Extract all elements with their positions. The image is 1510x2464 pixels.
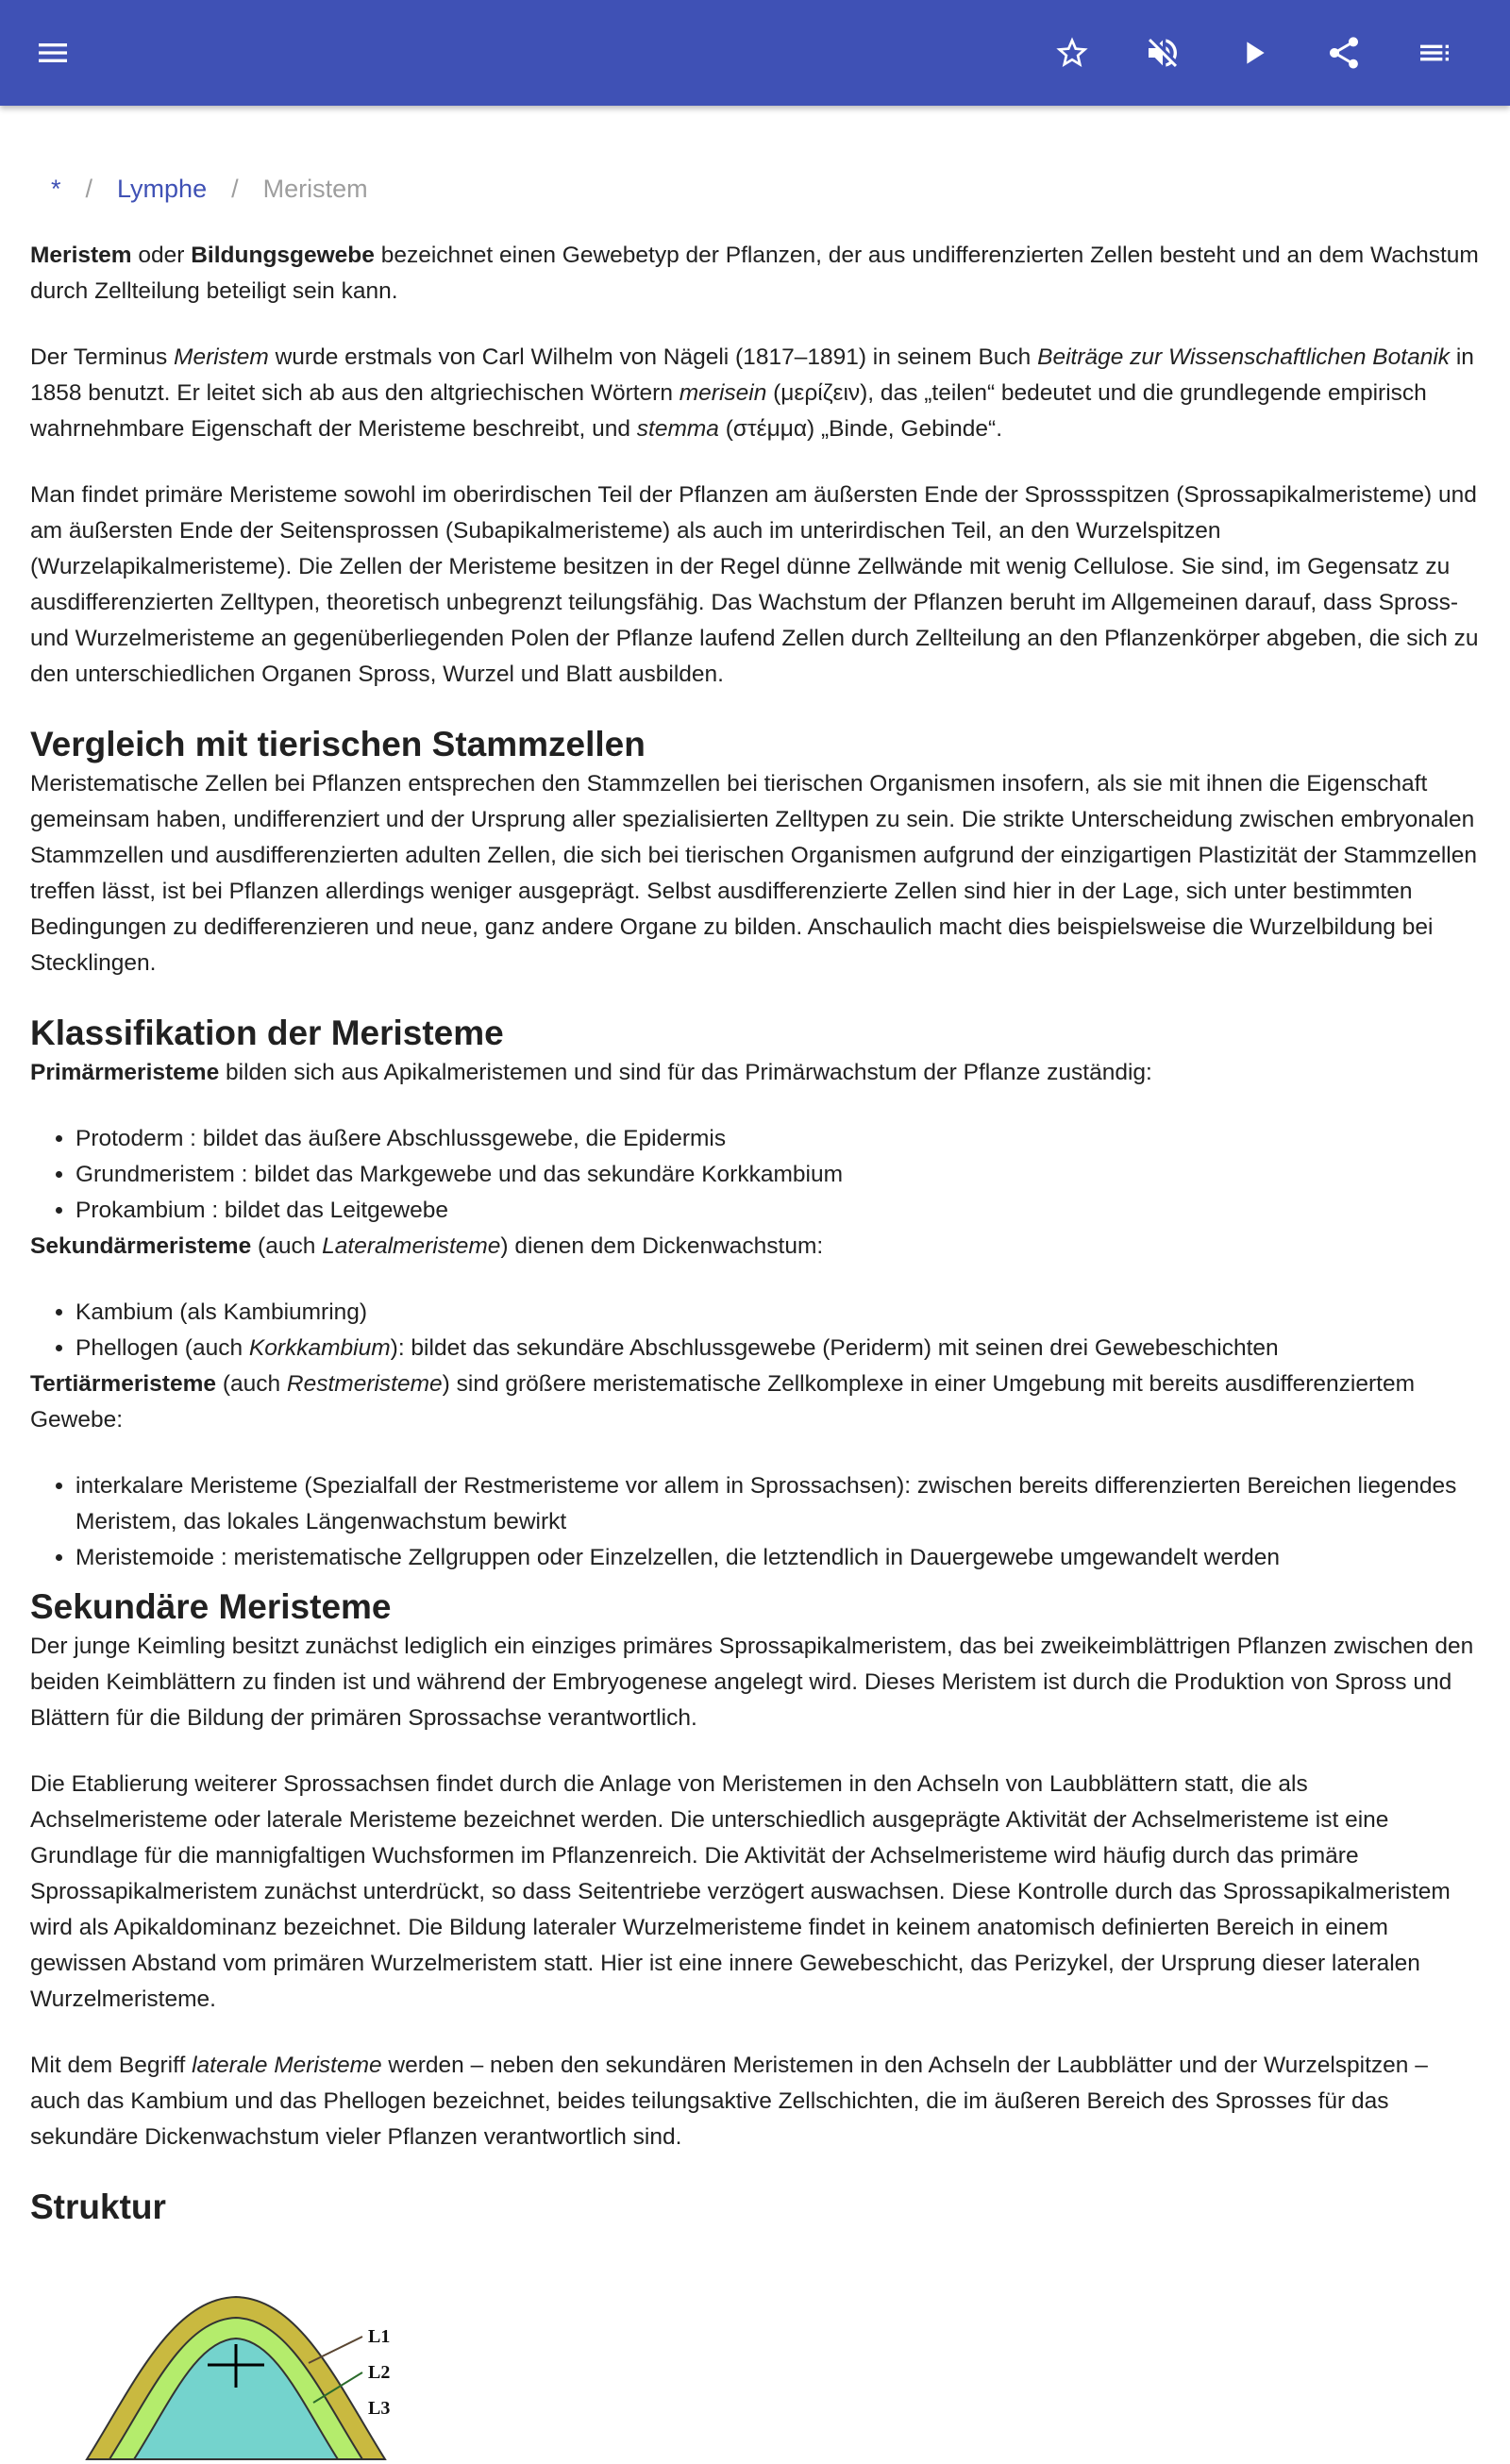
primaermeristeme-paragraph bbox=[30, 1055, 1480, 1091]
etymology-paragraph bbox=[30, 340, 1480, 447]
text-span: oder bbox=[131, 243, 192, 268]
italic-term: stemma bbox=[636, 416, 719, 442]
label-l1: L1 bbox=[368, 2326, 391, 2347]
text-span: in 1858 benutzt. Er leitet sich ab aus den altgriechischen Wörtern bbox=[30, 344, 1474, 406]
meristem-structure-figure[interactable] bbox=[30, 2271, 521, 2419]
list-item bbox=[76, 1331, 1480, 1366]
list-item: • Grundmeristem : bildet das Markgewebe und das sekundäre Korkkambium bbox=[76, 1157, 1480, 1193]
label-l3: L3 bbox=[368, 2398, 391, 2419]
italic-term: Lateralmeristeme bbox=[322, 1233, 501, 1259]
share-button[interactable] bbox=[1317, 26, 1370, 79]
intro-paragraph bbox=[30, 238, 1480, 310]
text-span: Phellogen (auch bbox=[76, 1335, 249, 1361]
breadcrumb-separator: / bbox=[85, 175, 93, 203]
sekundaermeristeme-paragraph bbox=[30, 1229, 1480, 1265]
vergleich-paragraph: Meristematische Zellen bei Pflanzen entsprechen den Stammzellen bei tierischen Organismen insofern, als sie mit ihnen die Eigenschaft gemeinsam haben, undifferenziert und der Ursprung aller spezialisierten Zelltypen zu sein. Die strikte Unterscheidung zwischen embryonalen Stammzellen und ausdifferenzierten adulten Zellen, die sich bei tierischen Organismen aufgrund der einzigartigen Plastizität der Stammzellen treffen lässt, ist bei Pflanzen allerdings weniger ausgeprägt. Selbst ausdifferenzierte Zellen sind hier in der Lage, sich unter bestimmten Bedingungen zu dedifferenzieren und neue, ganz andere Organe zu bilden. Anschaulich macht dies beispielsweise die Wurzelbildung bei Stecklingen. bbox=[30, 771, 1477, 976]
toc-icon bbox=[1416, 34, 1453, 72]
primaermeristeme-list bbox=[76, 1121, 1480, 1229]
sekundaermeristeme-list bbox=[76, 1295, 1480, 1366]
app-bar bbox=[0, 0, 1510, 106]
breadcrumb bbox=[51, 172, 368, 206]
text-span: Mit dem Begriff bbox=[30, 2053, 193, 2078]
heading-sekundaere-meristeme: Sekundäre Meristeme bbox=[30, 1587, 392, 1626]
text-span: ) dienen dem Dickenwachstum: bbox=[500, 1233, 824, 1259]
list-item: • Prokambium : bildet das Leitgewebe bbox=[76, 1193, 1480, 1229]
bold-term: Sekundärmeristeme bbox=[30, 1233, 252, 1259]
italic-term: laterale Meristeme bbox=[192, 2053, 382, 2078]
list-item: • Kambium (als Kambiumring) bbox=[76, 1295, 1480, 1331]
list-item: • Protoderm : bildet das äußere Abschlussgewebe, die Epidermis bbox=[76, 1121, 1480, 1157]
tertiaermeristeme-paragraph bbox=[30, 1366, 1480, 1438]
breadcrumb-link-lymphe[interactable]: Lymphe bbox=[117, 175, 208, 203]
italic-term: merisein bbox=[679, 380, 767, 406]
text-span: (auch bbox=[251, 1233, 323, 1259]
play-button[interactable] bbox=[1227, 26, 1280, 79]
volume-off-icon bbox=[1144, 34, 1182, 72]
text-span: ): bildet das sekundäre Abschlussgewebe (Periderm) mit seinen drei Gewebeschichten bbox=[390, 1335, 1279, 1361]
article-body bbox=[30, 238, 1480, 2419]
breadcrumb-current: Meristem bbox=[262, 175, 368, 203]
book-title: Beiträge zur Wissenschaftlichen Botanik bbox=[1037, 344, 1451, 370]
list-item: • Meristemoide : meristematische Zellgruppen oder Einzelzellen, die letztendlich in Dauergewebe umgewandelt werden bbox=[76, 1540, 1480, 1576]
bold-term: Primärmeristeme bbox=[30, 1060, 220, 1085]
text-span: (στέμμα) „Binde, Gebinde“. bbox=[718, 416, 1002, 442]
mute-button[interactable] bbox=[1136, 26, 1189, 79]
toc-button[interactable] bbox=[1408, 26, 1461, 79]
term-meristem: Meristem bbox=[30, 243, 132, 268]
term-bildungsgewebe: Bildungsgewebe bbox=[191, 243, 375, 268]
text-span: ) sind größere meristematische Zellkomplexe in einer Umgebung mit bereits ausdifferenziertem Gewebe: bbox=[30, 1371, 1415, 1433]
meristem-diagram bbox=[30, 2271, 521, 2459]
sekundaere-paragraph-1: Der junge Keimling besitzt zunächst lediglich ein einziges primäres Sprossapikalmeristem, das bei zweikeimblättrigen Pflanzen zwischen den beiden Keimblättern zu finden ist und während der Embryogenese angelegt wird. Dieses Meristem ist durch die Produktion von Spross und Blättern für die Bildung der primären Sprossachse verantwortlich. bbox=[30, 1634, 1474, 1731]
menu-icon bbox=[34, 34, 72, 72]
heading-vergleich: Vergleich mit tierischen Stammzellen bbox=[30, 725, 646, 763]
sekundaere-paragraph-3 bbox=[30, 2048, 1480, 2155]
italic-term: Korkkambium bbox=[248, 1335, 391, 1361]
text-span: (auch bbox=[216, 1371, 287, 1397]
italic-term: Restmeristeme bbox=[286, 1371, 443, 1397]
text-span: bilden sich aus Apikalmeristemen und sind für das Primärwachstum der Pflanze zuständig: bbox=[219, 1060, 1152, 1085]
text-span: werden – neben den sekundären Meristemen in den Achseln der Laubblätter und der Wurzelspitzen – auch das Kambium und das Phellogen bezeichnet, beides teilungsaktive Zellschichten, die im äußeren Bereich des Sprosses für das sekundäre Dickenwachstum vieler Pflanzen verantwortlich sind. bbox=[30, 2053, 1428, 2150]
text-span: (μερίζειν), das „teilen“ bedeutet und die grundlegende empirisch wahrnehmbare Eigenschaft der Meristeme beschreibt, und bbox=[30, 380, 1427, 442]
italic-term: Meristem bbox=[174, 344, 269, 370]
favorite-button[interactable] bbox=[1046, 26, 1099, 79]
label-l2: L2 bbox=[368, 2362, 391, 2383]
tertiaermeristeme-list bbox=[76, 1468, 1480, 1576]
bold-term: Tertiärmeristeme bbox=[30, 1371, 217, 1397]
text-span: wurde erstmals von Carl Wilhelm von Nägeli (1817–1891) in seinem Buch bbox=[268, 344, 1038, 370]
menu-button[interactable] bbox=[26, 26, 79, 79]
primary-meristems-paragraph: Man findet primäre Meristeme sowohl im oberirdischen Teil der Pflanzen am äußersten Ende der Sprossspitzen (Sprossapikalmeristeme) und am äußersten Ende der Seitensprossen (Subapikalmeristeme) als auch im unterirdischen Teil, an den Wurzelspitzen (Wurzelapikalmeristeme). Die Zellen der Meristeme besitzen in der Regel dünne Zellwände mit wenig Cellulose. Sie sind, im Gegensatz zu ausdifferenzierten Zelltypen, theoretisch unbegrenzt teilungsfähig. Das Wachstum der Pflanzen beruht im Allgemeinen darauf, dass Spross- und Wurzelmeristeme an gegenüberliegenden Polen der Pflanze laufend Zellen durch Zellteilung an den Pflanzenkörper abgeben, die sich zu den unterschiedlichen Organen Spross, Wurzel und Blatt ausbilden. bbox=[30, 482, 1479, 687]
text-span: Der Terminus bbox=[30, 344, 175, 370]
breadcrumb-separator: / bbox=[231, 175, 239, 203]
text-span: bezeichnet einen Gewebetyp der Pflanzen, der aus undifferenzierten Zellen besteht und an dem Wachstum durch Zellteilung beteiligt sein kann. bbox=[30, 243, 1479, 304]
play-icon bbox=[1234, 34, 1272, 72]
list-item: • interkalare Meristeme (Spezialfall der Restmeristeme vor allem in Sprossachsen): zwischen bereits differenzierten Bereichen liegendes Meristem, das lokales Längenwachstum bewirkt bbox=[76, 1468, 1480, 1540]
breadcrumb-home-link[interactable]: * bbox=[51, 175, 61, 203]
sekundaere-paragraph-2: Die Etablierung weiterer Sprossachsen findet durch die Anlage von Meristemen in den Achseln von Laubblättern statt, die als Achselmeristeme oder laterale Meristeme bezeichnet werden. Die unterschiedlich ausgeprägte Aktivität der Achselmeristeme ist eine Grundlage für die mannigfaltigen Wuchsformen im Pflanzenreich. Die Aktivität der Achselmeristeme wird häufig durch das primäre Sprossapikalmeristem zunächst unterdrückt, so dass Seitentriebe verzögert auswachsen. Diese Kontrolle durch das Sprossapikalmeristem wird als Apikaldominanz bezeichnet. Die Bildung lateraler Wurzelmeristeme findet in keinem anatomisch definierten Bereich in einem gewissen Abstand vom primären Wurzelmeristem statt. Hier ist eine innere Gewebeschicht, das Perizykel, der Ursprung dieser lateralen Wurzelmeristeme. bbox=[30, 1771, 1451, 2012]
heading-struktur: Struktur bbox=[30, 2187, 166, 2226]
heading-klassifikation: Klassifikation der Meristeme bbox=[30, 1014, 504, 1052]
share-icon bbox=[1325, 34, 1363, 72]
star-outline-icon bbox=[1053, 34, 1091, 72]
